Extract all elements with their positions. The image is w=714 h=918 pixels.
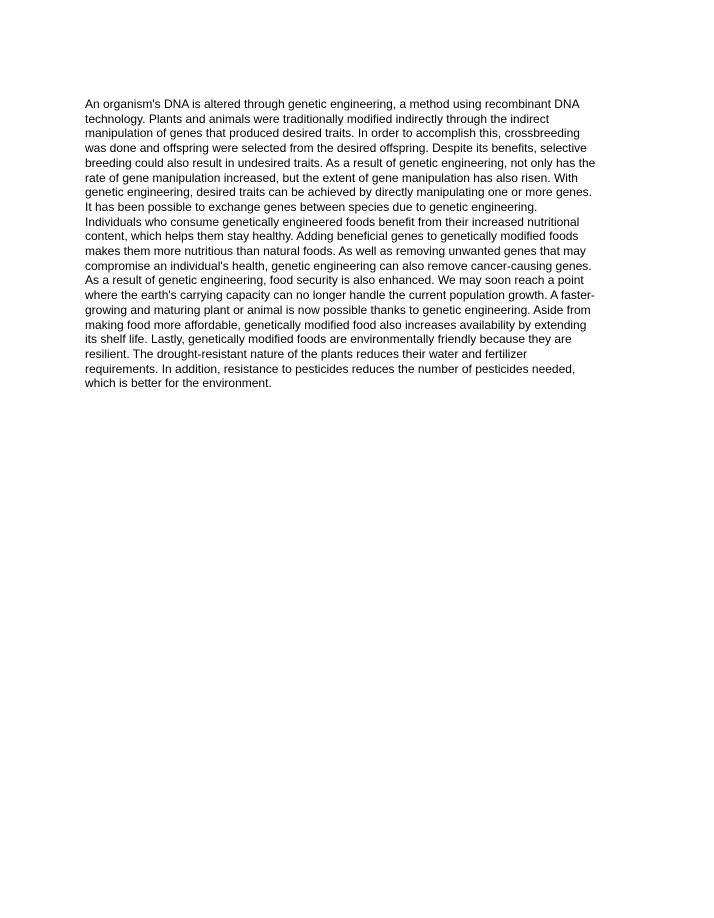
body-paragraph	[85, 97, 645, 391]
paragraph-line-9: Individuals who consume genetically engineered foods benefit from their increased nutritional	[85, 214, 580, 229]
paragraph-line-3: manipulation of genes that produced desired traits. In order to accomplish this, crossbreeding	[85, 126, 580, 141]
paragraph-line-16: making food more affordable, genetically modified food also increases availability by extending	[85, 317, 587, 332]
paragraph-line-15: growing and maturing plant or animal is now possible thanks to genetic engineering. Aside from	[85, 302, 591, 317]
paragraph-line-11: makes them more nutritious than natural foods. As well as removing unwanted genes that may	[85, 244, 586, 259]
paragraph-line-19: requirements. In addition, resistance to pesticides reduces the number of pesticides needed,	[85, 361, 576, 376]
paragraph-line-20: which is better for the environment.	[85, 376, 272, 391]
paragraph-line-17: its shelf life. Lastly, genetically modified foods are environmentally friendly because they are	[85, 332, 572, 347]
paragraph-line-12: compromise an individual's health, genetic engineering can also remove cancer-causing genes.	[85, 258, 592, 273]
paragraph-line-10: content, which helps them stay healthy. Adding beneficial genes to genetically modified foods	[85, 229, 579, 244]
paragraph-line-2: technology. Plants and animals were traditionally modified indirectly through the indirect	[85, 111, 550, 126]
paragraph-line-13: As a result of genetic engineering, food security is also enhanced. We may soon reach a point	[85, 273, 584, 288]
paragraph-line-6: rate of gene manipulation increased, but the extent of gene manipulation has also risen. With	[85, 170, 578, 185]
paragraph-line-8: It has been possible to exchange genes between species due to genetic engineering.	[85, 199, 538, 214]
paragraph-line-7: genetic engineering, desired traits can be achieved by directly manipulating one or more genes.	[85, 185, 592, 200]
paragraph-line-14: where the earth's carrying capacity can no longer handle the current population growth. A faster-	[85, 288, 595, 303]
paragraph-line-5: breeding could also result in undesired traits. As a result of genetic engineering, not only has the	[85, 155, 596, 170]
paragraph-line-1: An organism's DNA is altered through genetic engineering, a method using recombinant DNA	[85, 97, 580, 111]
paragraph-line-4: was done and offspring were selected from the desired offspring. Despite its benefits, selective	[85, 141, 587, 156]
paragraph-line-18: resilient. The drought-resistant nature of the plants reduces their water and fertilizer	[85, 346, 528, 361]
